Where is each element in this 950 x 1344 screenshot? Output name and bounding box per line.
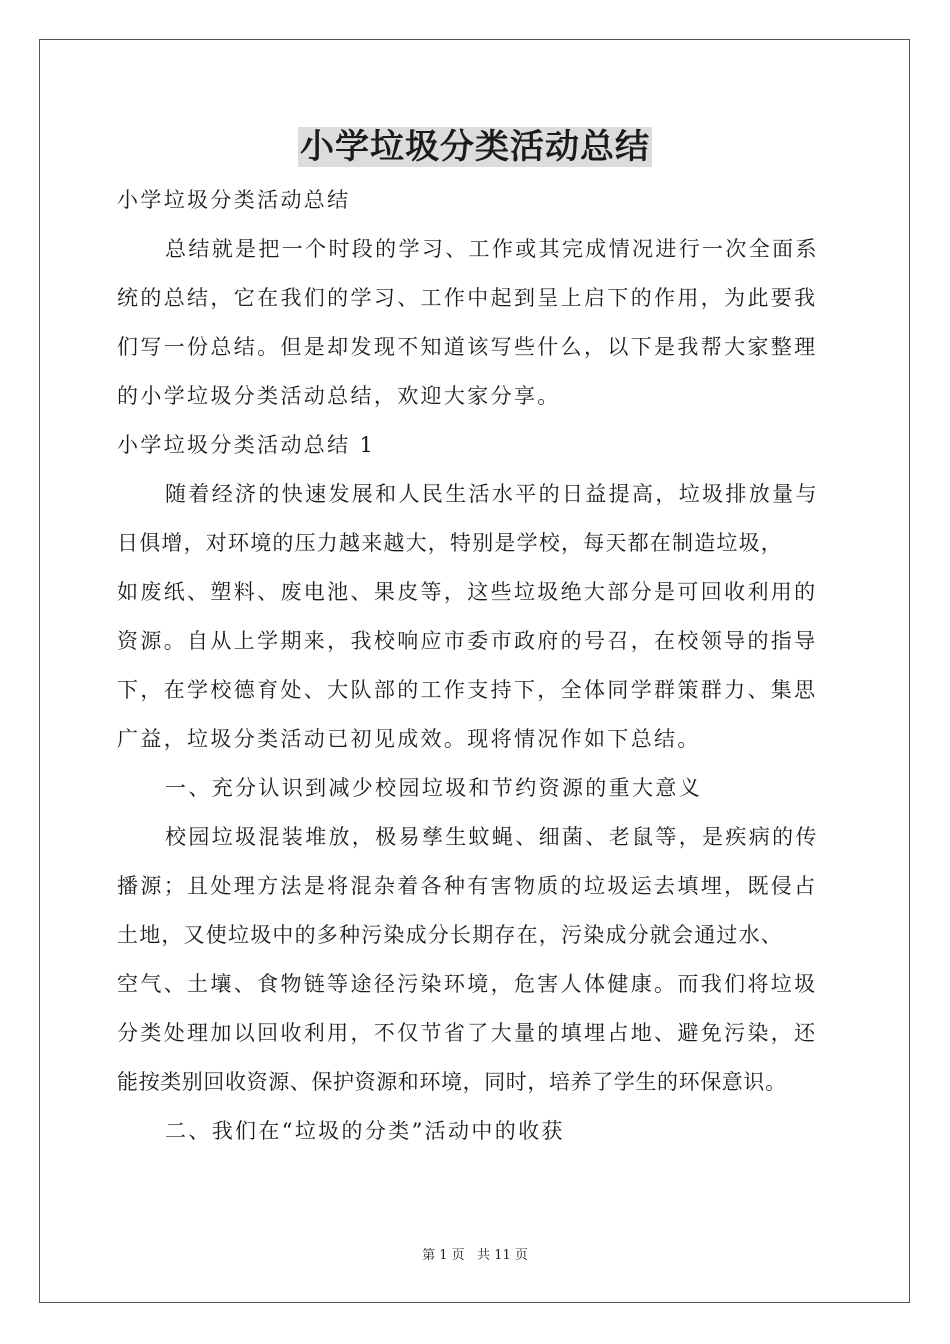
paragraph-line: 资源。自从上学期来，我校响应市委市政府的号召，在校领导的指导 <box>117 629 818 653</box>
paragraph-line: 总结就是把一个时段的学习、工作或其完成情况进行一次全面系 <box>165 237 819 261</box>
paragraph-line: 校园垃圾混装堆放，极易孳生蚊蝇、细菌、老鼠等，是疾病的传 <box>165 825 819 849</box>
document-title <box>0 124 950 170</box>
document-title-text: 小学垃圾分类活动总结 <box>300 127 650 167</box>
section-heading-line: 一、充分认识到减少校园垃圾和节约资源的重大意义 <box>165 776 703 800</box>
subtitle-line: 小学垃圾分类活动总结 <box>117 188 351 212</box>
page-footer: 第 1 页 共 11 页 <box>422 1248 528 1263</box>
paragraph-line: 广益，垃圾分类活动已初见成效。现将情况作如下总结。 <box>117 727 701 751</box>
paragraph-line: 统的总结，它在我们的学习、工作中起到呈上启下的作用，为此要我 <box>117 286 818 310</box>
paragraph-line: 播源；且处理方法是将混杂着各种有害物质的垃圾运去填埋，既侵占 <box>117 874 818 898</box>
paragraph-line: 如废纸、塑料、废电池、果皮等，这些垃圾绝大部分是可回收利用的 <box>117 580 818 604</box>
paragraph-line: 土地，又使垃圾中的多种污染成分长期存在，污染成分就会通过水、 <box>117 923 783 947</box>
paragraph-line: 分类处理加以回收利用，不仅节省了大量的填埋占地、避免污染，还 <box>117 1021 818 1045</box>
document-body <box>117 176 833 1156</box>
paragraph-line: 的小学垃圾分类活动总结，欢迎大家分享。 <box>117 384 561 408</box>
paragraph-line: 日俱增，对环境的压力越来越大，特别是学校，每天都在制造垃圾， <box>117 531 783 555</box>
paragraph-line: 们写一份总结。但是却发现不知道该写些什么，以下是我帮大家整理 <box>117 335 818 359</box>
paragraph-line: 能按类别回收资源、保护资源和环境，同时，培养了学生的环保意识。 <box>117 1070 787 1094</box>
paragraph-line: 空气、土壤、食物链等途径污染环境，危害人体健康。而我们将垃圾 <box>117 972 818 996</box>
paragraph-line: 下，在学校德育处、大队部的工作支持下，全体同学群策群力、集思 <box>117 678 818 702</box>
paragraph-line: 随着经济的快速发展和人民生活水平的日益提高，垃圾排放量与 <box>165 482 819 506</box>
section-heading-line: 二、我们在“垃圾的分类”活动中的收获 <box>165 1119 565 1143</box>
section-heading-line: 小学垃圾分类活动总结 1 <box>117 433 376 457</box>
